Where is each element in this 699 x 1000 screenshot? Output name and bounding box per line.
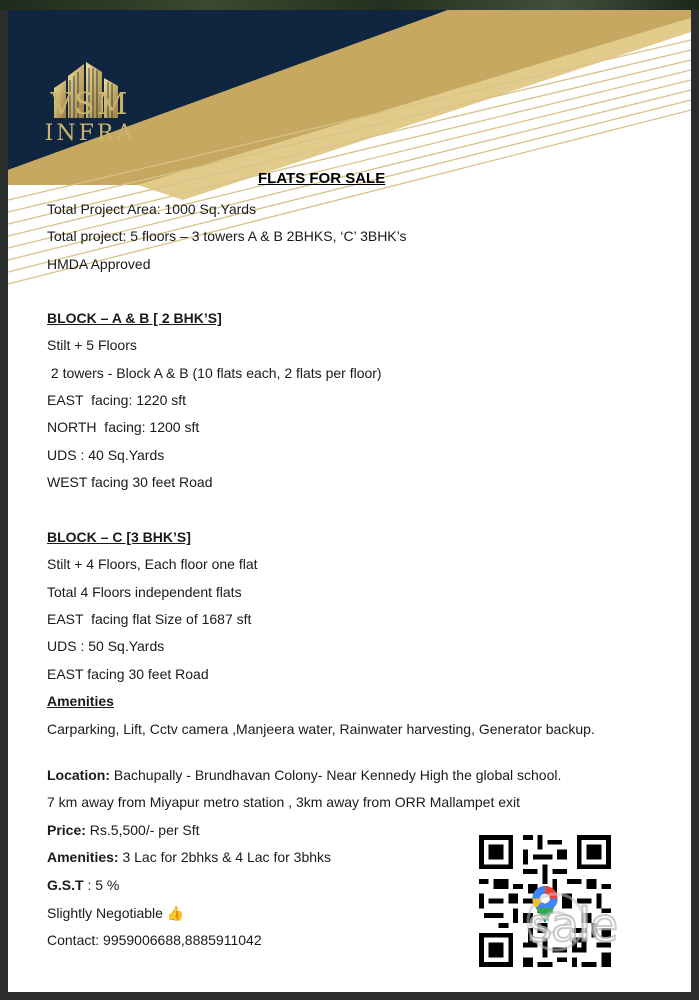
project-area: Total Project Area: 1000 Sq.Yards xyxy=(47,201,257,217)
price-label: Price: xyxy=(47,822,86,838)
top-photo-strip xyxy=(0,0,699,10)
amenities-heading: Amenities xyxy=(47,693,114,709)
block-c-line: UDS : 50 Sq.Yards xyxy=(47,638,165,654)
project-towers: Total project: 5 floors – 3 towers A & B 2BHKS, ‘C’ 3BHK’s xyxy=(47,228,407,244)
block-c-line: Total 4 Floors independent flats xyxy=(47,584,242,600)
location-label: Location: xyxy=(47,767,110,783)
brand-name: VSM xyxy=(50,87,130,122)
contact-numbers: Contact: 9959006688,8885911042 xyxy=(47,932,262,948)
location-row xyxy=(47,766,561,784)
price-value: Rs.5,500/- per Sft xyxy=(85,822,200,838)
negotiable-note: Slightly Negotiable 👍 xyxy=(47,905,185,921)
location-value: Bachupally - Brundhavan Colony- Near Kennedy High the global school. xyxy=(110,767,562,783)
amenities-cost-label: Amenities: xyxy=(47,849,119,865)
block-ab-line: 2 towers - Block A & B (10 flats each, 2 flats per floor) xyxy=(47,365,382,381)
block-ab-line: NORTH facing: 1200 sft xyxy=(47,419,200,435)
gst-label: G.S.T xyxy=(47,877,84,893)
amenities-cost-row xyxy=(47,848,331,866)
gst-row xyxy=(47,876,119,894)
block-ab-heading: BLOCK – A & B [ 2 BHK’S] xyxy=(47,310,222,326)
page-title: FLATS FOR SALE xyxy=(258,170,386,187)
block-c-line: EAST facing flat Size of 1687 sft xyxy=(47,611,252,627)
block-ab-line: Stilt + 5 Floors xyxy=(47,337,137,353)
amenities-list: Carparking, Lift, Cctv camera ,Manjeera water, Rainwater harvesting, Generator backup. xyxy=(47,721,595,737)
block-c-heading: BLOCK – C [3 BHK’S] xyxy=(47,529,191,545)
price-row xyxy=(47,821,200,839)
location-distance: 7 km away from Miyapur metro station , 3km away from ORR Mallampet exit xyxy=(47,794,521,810)
brand-subname: INFRA xyxy=(44,121,136,146)
block-ab-line: UDS : 40 Sq.Yards xyxy=(47,447,165,463)
watermark-text: sale xyxy=(528,898,618,952)
block-ab-line: EAST facing: 1220 sft xyxy=(47,392,187,408)
block-ab-line: WEST facing 30 feet Road xyxy=(47,474,213,490)
flyer-page xyxy=(8,10,691,992)
block-c-line: Stilt + 4 Floors, Each floor one flat xyxy=(47,556,258,572)
block-c-line: EAST facing 30 feet Road xyxy=(47,666,209,682)
approval: HMDA Approved xyxy=(47,256,151,272)
amenities-cost-value: 3 Lac for 2bhks & 4 Lac for 3bhks xyxy=(118,849,332,865)
bottom-strip xyxy=(0,992,699,1000)
gst-value: : 5 % xyxy=(83,877,120,893)
